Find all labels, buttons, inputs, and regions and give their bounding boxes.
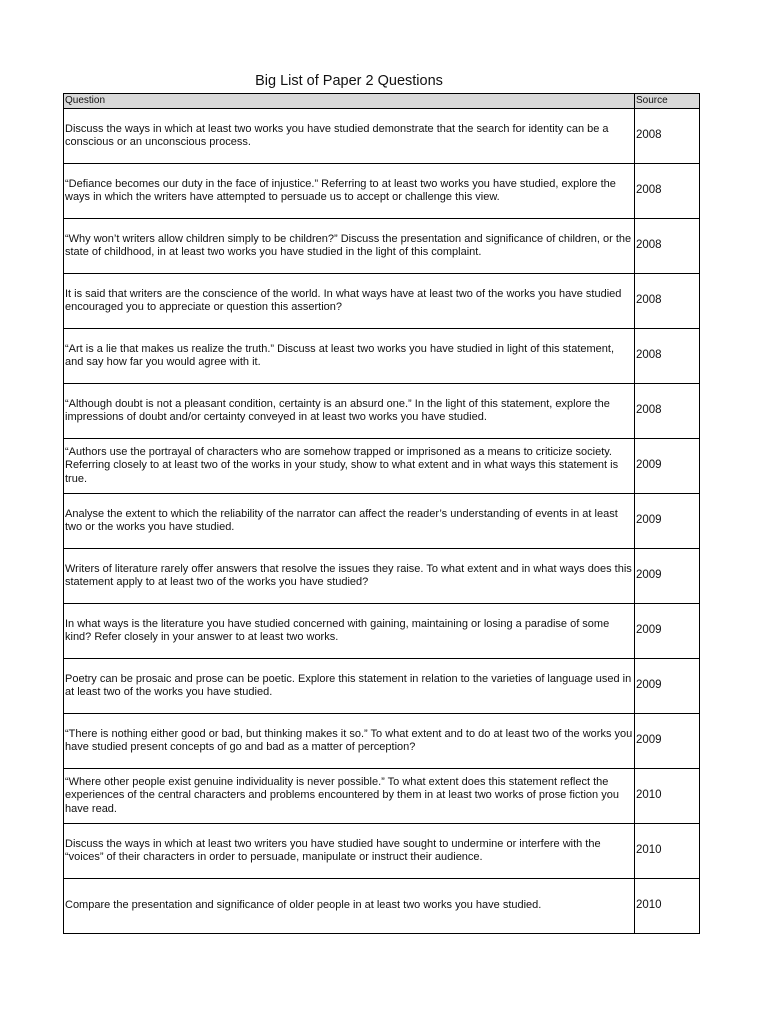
question-cell: Analyse the extent to which the reliability of the narrator can affect the reader’s understanding of events in at least two or the works you have studied.	[64, 494, 635, 549]
table-row	[64, 219, 700, 274]
question-cell: It is said that writers are the conscience of the world. In what ways have at least two of the works you have studied encouraged you to appreciate or question this assertion?	[64, 274, 635, 329]
column-header-question: Question	[64, 94, 635, 109]
source-cell: 2009	[635, 714, 700, 769]
question-cell: “Art is a lie that makes us realize the truth.” Discuss at least two works you have studied in light of this statement, and say how far you would agree with it.	[64, 329, 635, 384]
source-cell: 2009	[635, 659, 700, 714]
question-cell: Discuss the ways in which at least two writers you have studied have sought to undermine or interfere with the “voices” of their characters in order to persuade, manipulate or instruct their audience.	[64, 824, 635, 879]
source-cell: 2009	[635, 494, 700, 549]
question-cell: “Where other people exist genuine individuality is never possible.” To what extent does this statement reflect the experiences of the central characters and problems encountered by them in at least two works of prose fiction you have read.	[64, 769, 635, 824]
source-cell: 2008	[635, 164, 700, 219]
question-cell: “Why won’t writers allow children simply to be children?” Discuss the presentation and significance of children, or the state of childhood, in at least two works you have studied in the light of this complaint.	[64, 219, 635, 274]
questions-table	[63, 93, 700, 934]
table-row	[64, 109, 700, 164]
table-row	[64, 604, 700, 659]
question-cell: “Authors use the portrayal of characters who are somehow trapped or imprisoned as a means to criticize society. Referring closely to at least two of the works in your study, show to what extent and in what ways this statement is true.	[64, 439, 635, 494]
source-cell: 2009	[635, 549, 700, 604]
source-cell: 2010	[635, 824, 700, 879]
source-cell: 2010	[635, 879, 700, 934]
column-header-source: Source	[635, 94, 700, 109]
question-cell: Writers of literature rarely offer answers that resolve the issues they raise. To what extent and in what ways does this statement apply to at least two of the works you have studied?	[64, 549, 635, 604]
source-cell: 2008	[635, 219, 700, 274]
table-row	[64, 549, 700, 604]
table-row	[64, 769, 700, 824]
source-cell: 2008	[635, 329, 700, 384]
source-cell: 2009	[635, 439, 700, 494]
question-cell: Poetry can be prosaic and prose can be poetic. Explore this statement in relation to the varieties of language used in at least two of the works you have studied.	[64, 659, 635, 714]
table-row	[64, 274, 700, 329]
table-row	[64, 384, 700, 439]
question-cell: Compare the presentation and significance of older people in at least two works you have studied.	[64, 879, 635, 934]
table-header-row	[64, 94, 700, 109]
question-cell: “Defiance becomes our duty in the face of injustice.” Referring to at least two works you have studied, explore the ways in which the writers have attempted to persuade us to accept or challenge this view.	[64, 164, 635, 219]
question-cell: “Although doubt is not a pleasant condition, certainty is an absurd one.” In the light of this statement, explore the impressions of doubt and/or certainty conveyed in at least two works you have studied.	[64, 384, 635, 439]
table-row	[64, 439, 700, 494]
source-cell: 2010	[635, 769, 700, 824]
source-cell: 2008	[635, 384, 700, 439]
question-cell: In what ways is the literature you have studied concerned with gaining, maintaining or losing a paradise of some kind? Refer closely in your answer to at least two works.	[64, 604, 635, 659]
table-row	[64, 824, 700, 879]
table-row	[64, 659, 700, 714]
table-row	[64, 714, 700, 769]
question-cell: “There is nothing either good or bad, but thinking makes it so.” To what extent and to do at least two of the works you have studied present concepts of go and bad as a matter of perception?	[64, 714, 635, 769]
table-row	[64, 494, 700, 549]
table-row	[64, 879, 700, 934]
table-row	[64, 329, 700, 384]
question-cell: Discuss the ways in which at least two works you have studied demonstrate that the search for identity can be a conscious or an unconscious process.	[64, 109, 635, 164]
source-cell: 2009	[635, 604, 700, 659]
page-title: Big List of Paper 2 Questions	[255, 73, 443, 89]
source-cell: 2008	[635, 274, 700, 329]
source-cell: 2008	[635, 109, 700, 164]
table-row	[64, 164, 700, 219]
